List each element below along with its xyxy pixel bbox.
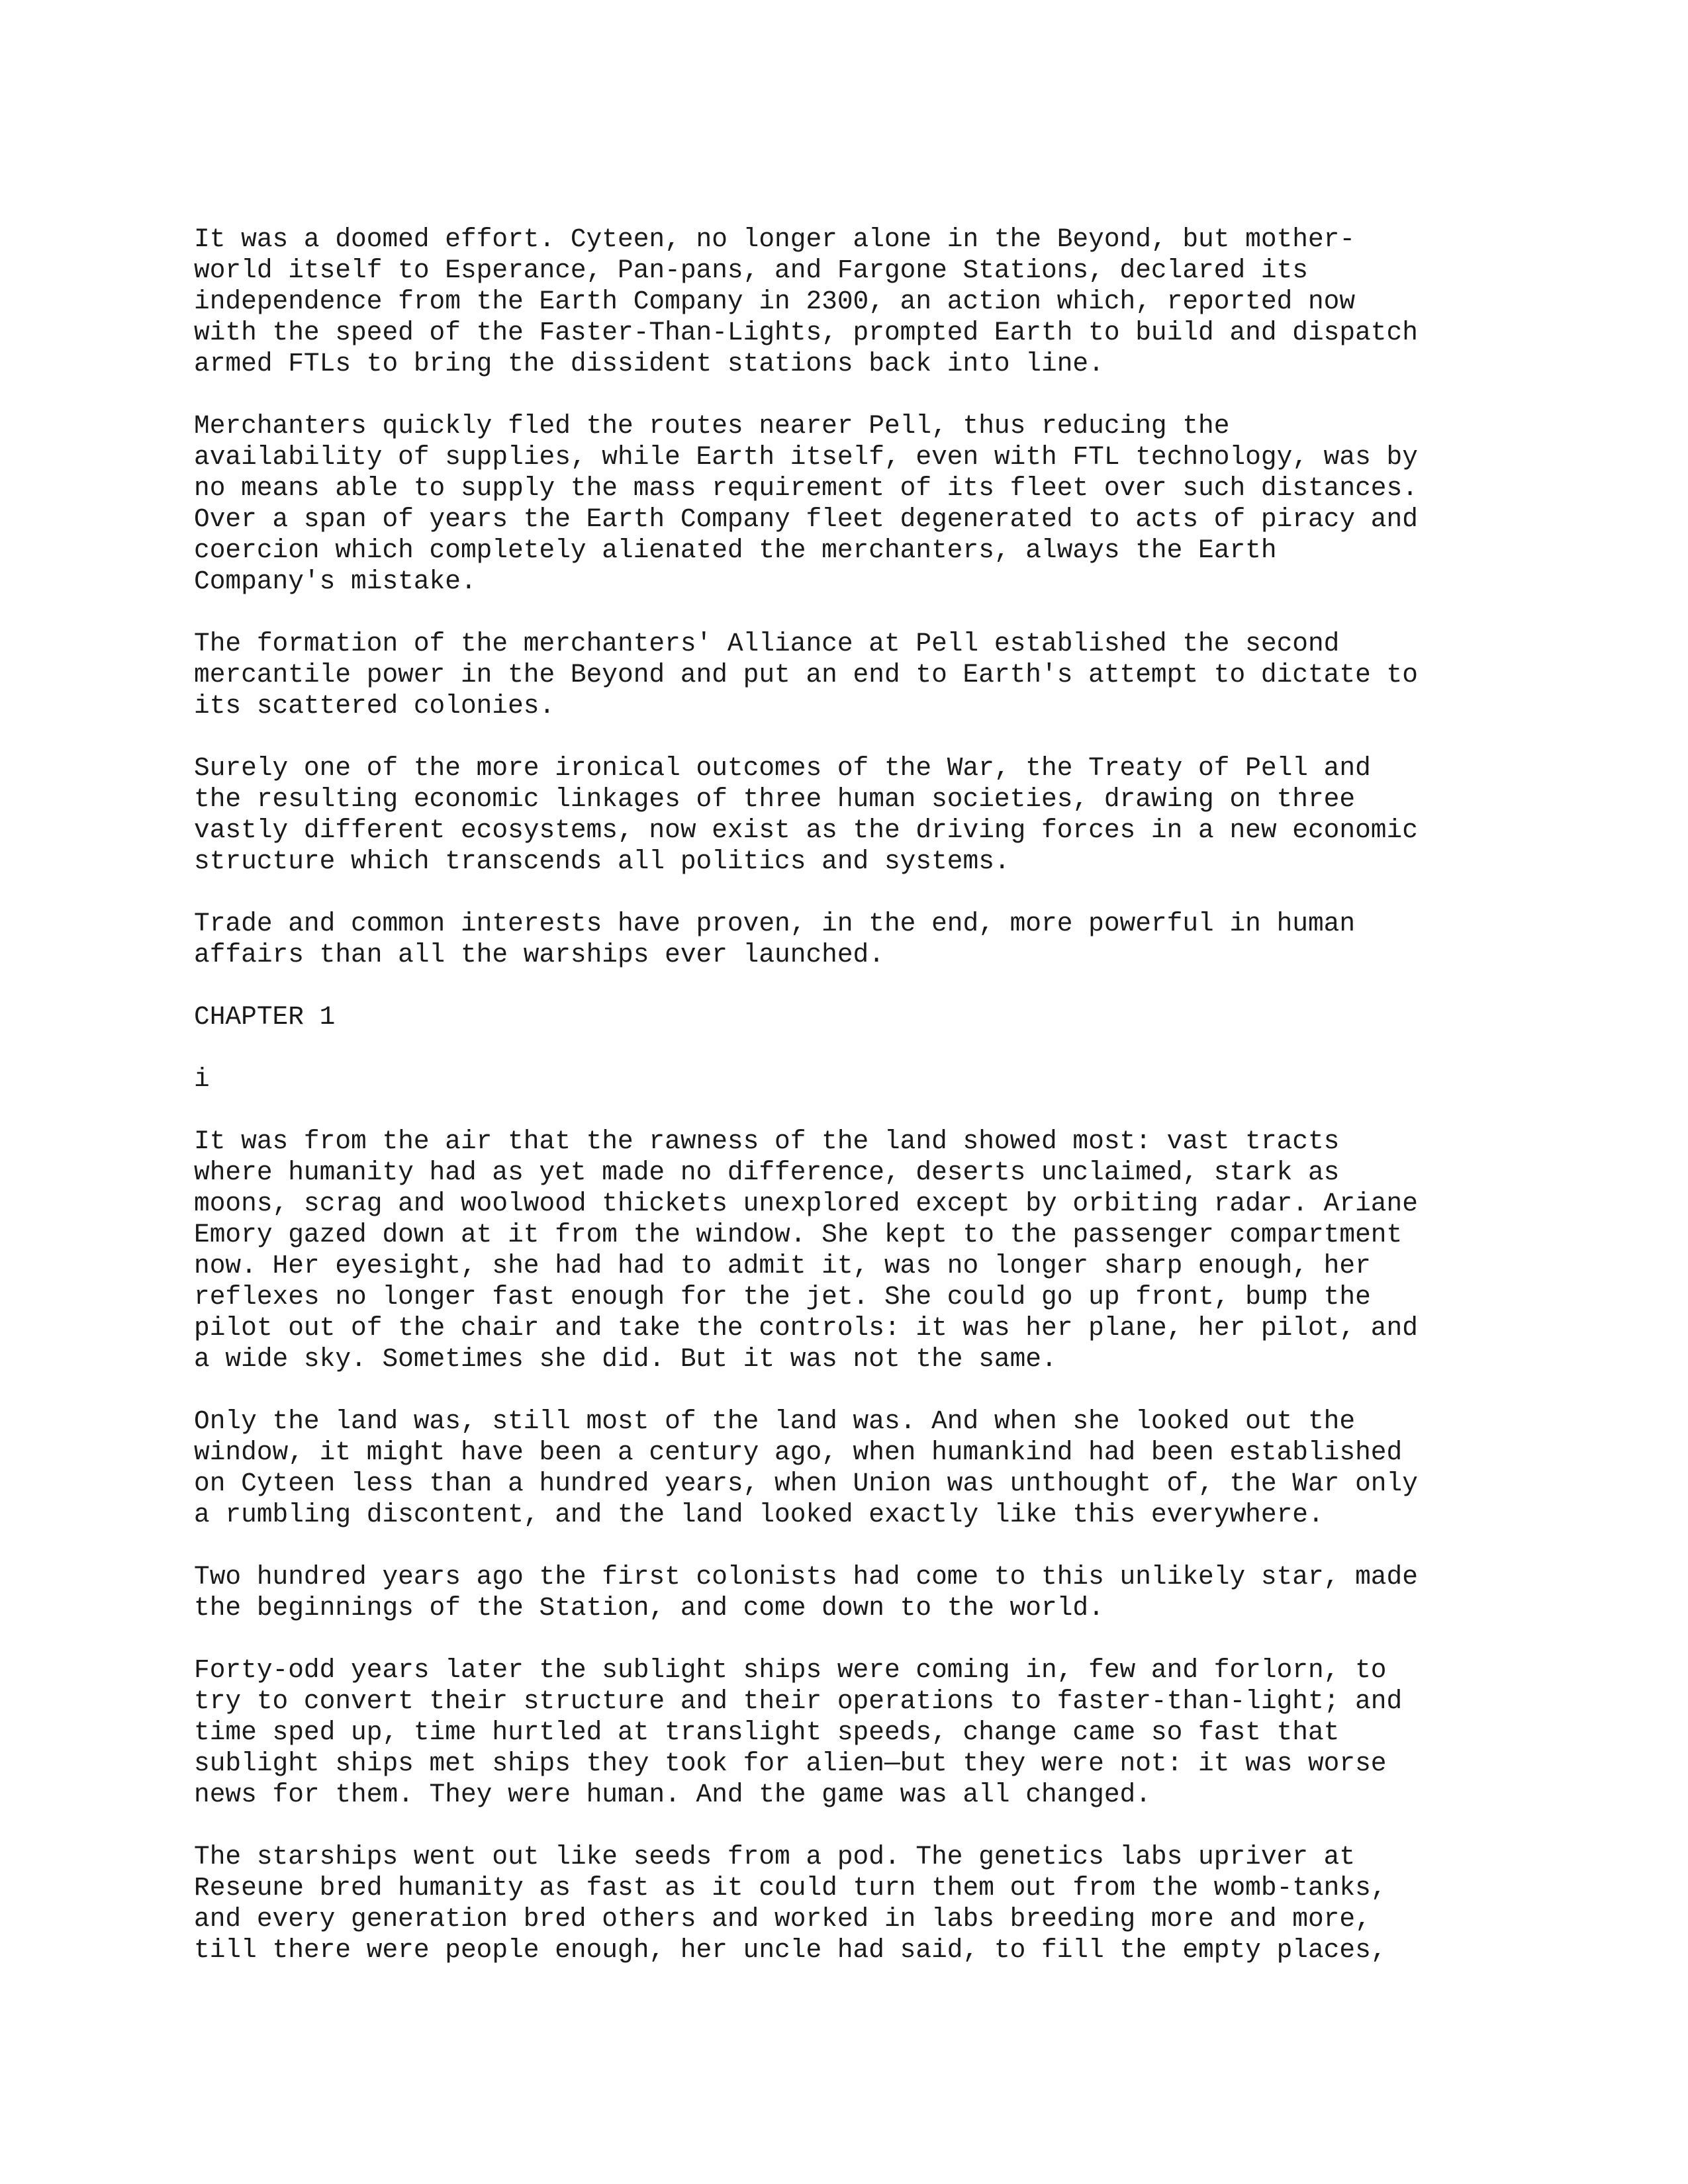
text-line: and every generation bred others and worked in labs breeding more and more, bbox=[194, 1904, 1371, 1934]
text-line: the resulting economic linkages of three human societies, drawing on three bbox=[194, 784, 1356, 814]
paragraph bbox=[194, 628, 1518, 721]
text-line: now. Her eyesight, she had had to admit it, was no longer sharp enough, her bbox=[194, 1251, 1371, 1281]
text-line: Forty-odd years later the sublight ships were coming in, few and forlorn, to bbox=[194, 1655, 1387, 1685]
text-line: Over a span of years the Earth Company fleet degenerated to acts of piracy and bbox=[194, 504, 1418, 534]
text-line: CHAPTER 1 bbox=[194, 1002, 336, 1032]
text-line: It was a doomed effort. Cyteen, no longer alone in the Beyond, but mother- bbox=[194, 224, 1356, 254]
text-line: The formation of the merchanters' Alliance at Pell established the second bbox=[194, 629, 1340, 659]
paragraph bbox=[194, 752, 1518, 877]
paragraph bbox=[194, 1001, 1518, 1032]
paragraph bbox=[194, 1064, 1518, 1095]
text-line: Company's mistake. bbox=[194, 567, 477, 596]
document-body bbox=[194, 224, 1518, 1997]
text-line: It was from the air that the rawness of the land showed most: vast tracts bbox=[194, 1126, 1340, 1156]
text-line: no means able to supply the mass requirement of its fleet over such distances. bbox=[194, 473, 1418, 503]
text-line: where humanity had as yet made no difference, deserts unclaimed, stark as bbox=[194, 1158, 1340, 1187]
text-line: its scattered colonies. bbox=[194, 691, 555, 721]
paragraph bbox=[194, 1655, 1518, 1810]
paragraph bbox=[194, 1561, 1518, 1623]
text-line: Two hundred years ago the first colonists had come to this unlikely star, made bbox=[194, 1562, 1418, 1592]
text-line: news for them. They were human. And the game was all changed. bbox=[194, 1780, 1151, 1809]
paragraph bbox=[194, 224, 1518, 379]
text-line: Trade and common interests have proven, in the end, more powerful in human bbox=[194, 909, 1356, 938]
text-line: a rumbling discontent, and the land looked exactly like this everywhere. bbox=[194, 1500, 1324, 1529]
text-line: Only the land was, still most of the land was. And when she looked out the bbox=[194, 1406, 1356, 1436]
text-line: try to convert their structure and their operations to faster-than-light; and bbox=[194, 1686, 1403, 1716]
text-line: independence from the Earth Company in 2300, an action which, reported now bbox=[194, 287, 1356, 316]
text-line: armed FTLs to bring the dissident stations back into line. bbox=[194, 349, 1104, 379]
text-line: availability of supplies, while Earth itself, even with FTL technology, was by bbox=[194, 442, 1418, 472]
text-line: on Cyteen less than a hundred years, when Union was unthought of, the War only bbox=[194, 1469, 1418, 1498]
text-line: with the speed of the Faster-Than-Lights, prompted Earth to build and dispatch bbox=[194, 318, 1418, 347]
paragraph bbox=[194, 410, 1518, 597]
text-line: affairs than all the warships ever launched. bbox=[194, 940, 884, 970]
text-line: Reseune bred humanity as fast as it could turn them out from the womb-tanks, bbox=[194, 1873, 1387, 1903]
text-line: time sped up, time hurtled at translight speeds, change came so fast that bbox=[194, 1717, 1340, 1747]
text-line: Merchanters quickly fled the routes nearer Pell, thus reducing the bbox=[194, 411, 1230, 441]
text-line: pilot out of the chair and take the controls: it was her plane, her pilot, and bbox=[194, 1313, 1418, 1343]
paragraph bbox=[194, 1841, 1518, 1966]
text-line: the beginnings of the Station, and come down to the world. bbox=[194, 1593, 1104, 1623]
text-line: sublight ships met ships they took for alien—but they were not: it was worse bbox=[194, 1749, 1387, 1778]
paragraph bbox=[194, 1406, 1518, 1530]
paragraph bbox=[194, 908, 1518, 970]
text-line: vastly different ecosystems, now exist as the driving forces in a new economic bbox=[194, 815, 1418, 845]
text-line: mercantile power in the Beyond and put an end to Earth's attempt to dictate to bbox=[194, 660, 1418, 690]
text-line: till there were people enough, her uncle had said, to fill the empty places, bbox=[194, 1935, 1387, 1965]
text-line: structure which transcends all politics and systems. bbox=[194, 846, 1010, 876]
text-line: The starships went out like seeds from a pod. The genetics labs upriver at bbox=[194, 1842, 1356, 1872]
text-line: reflexes no longer fast enough for the jet. She could go up front, bump the bbox=[194, 1282, 1371, 1312]
text-line: world itself to Esperance, Pan-pans, and Fargone Stations, declared its bbox=[194, 255, 1308, 285]
text-line: Surely one of the more ironical outcomes of the War, the Treaty of Pell and bbox=[194, 753, 1371, 783]
text-line: coercion which completely alienated the merchanters, always the Earth bbox=[194, 535, 1277, 565]
text-line: moons, scrag and woolwood thickets unexplored except by orbiting radar. Ariane bbox=[194, 1189, 1418, 1218]
text-line: Emory gazed down at it from the window. She kept to the passenger compartment bbox=[194, 1220, 1403, 1250]
text-line: a wide sky. Sometimes she did. But it was not the same. bbox=[194, 1344, 1057, 1374]
paragraph bbox=[194, 1126, 1518, 1375]
text-line: i bbox=[194, 1064, 210, 1094]
text-line: window, it might have been a century ago, when humankind had been established bbox=[194, 1437, 1403, 1467]
